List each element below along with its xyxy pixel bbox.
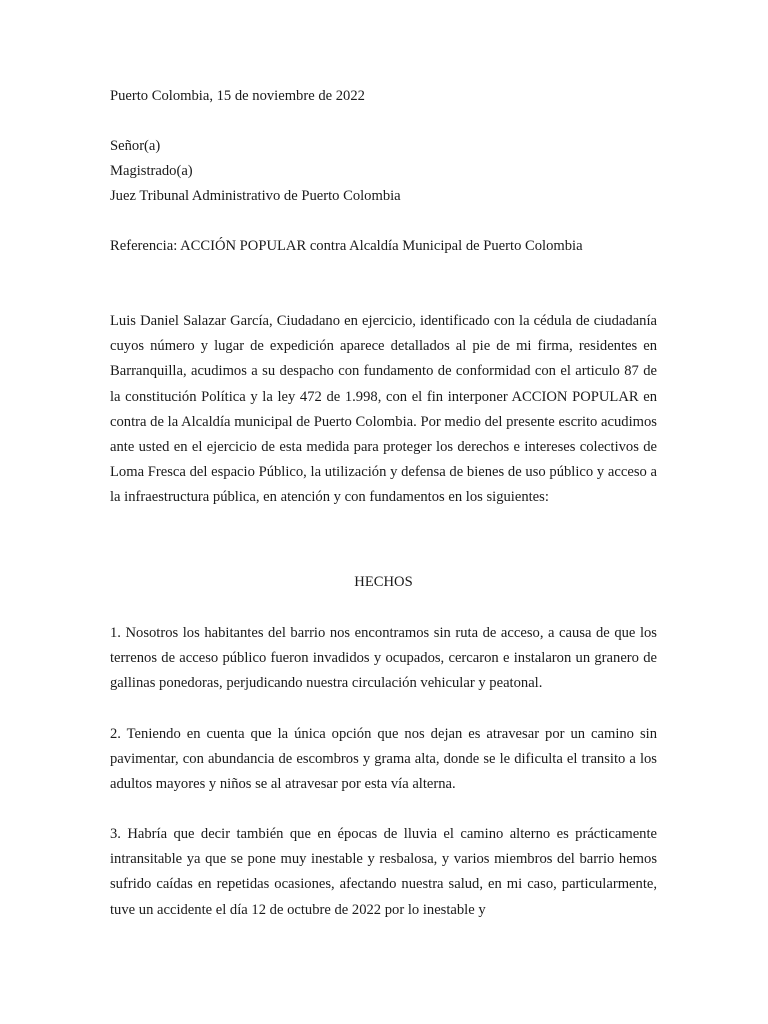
- recipient-line-1: Señor(a): [110, 138, 161, 154]
- reference-line: Referencia: ACCIÓN POPULAR contra Alcaldía Municipal de Puerto Colombia: [110, 238, 583, 254]
- fact-paragraph-3: 3. Habría que decir también que en épocas de lluvia el camino alterno es prácticamente intransitable ya que se pone muy inestable y resbalosa, y varios miembros del barrio hemos sufrido caídas en repetidas ocasiones, afectando nuestra salud, en mi caso, particularmente, tuve un accidente el día 12 de octubre de 2022 por lo inestable y: [110, 826, 657, 918]
- date-line: Puerto Colombia, 15 de noviembre de 2022: [110, 88, 365, 104]
- fact-paragraph-1: 1. Nosotros los habitantes del barrio nos encontramos sin ruta de acceso, a causa de que los terrenos de acceso público fueron invadidos y ocupados, cercaron e instalaron un granero de gallinas ponedoras, perjudicando nuestra circulación vehicular y peatonal.: [110, 625, 657, 692]
- fact-paragraph-2: 2. Teniendo en cuenta que la única opción que nos dejan es atravesar por un camino sin pavimentar, con abundancia de escombros y grama alta, donde se le dificulta el transito a los adultos mayores y niños se al atravesar por esta vía alterna.: [110, 726, 657, 793]
- recipient-line-2: Magistrado(a): [110, 163, 193, 179]
- section-heading: HECHOS: [354, 574, 413, 590]
- recipient-line-3: Juez Tribunal Administrativo de Puerto Colombia: [110, 188, 401, 204]
- intro-paragraph: Luis Daniel Salazar García, Ciudadano en ejercicio, identificado con la cédula de ciudadanía cuyos número y lugar de expedición aparece detallados al pie de mi firma, residentes en Barranquilla, acudimos a su despacho con fundamento de conformidad con el articulo 87 de la constitución Política y la ley 472 de 1.998, con el fin interponer ACCION POPULAR en contra de la Alcaldía municipal de Puerto Colombia. Por medio del presente escrito acudimos ante usted en el ejercicio de esta medida para proteger los derechos e intereses colectivos de Loma Fresca del espacio Público, la utilización y defensa de bienes de uso público y acceso a la infraestructura pública, en atención y con fundamentos en los siguientes:: [110, 313, 657, 506]
